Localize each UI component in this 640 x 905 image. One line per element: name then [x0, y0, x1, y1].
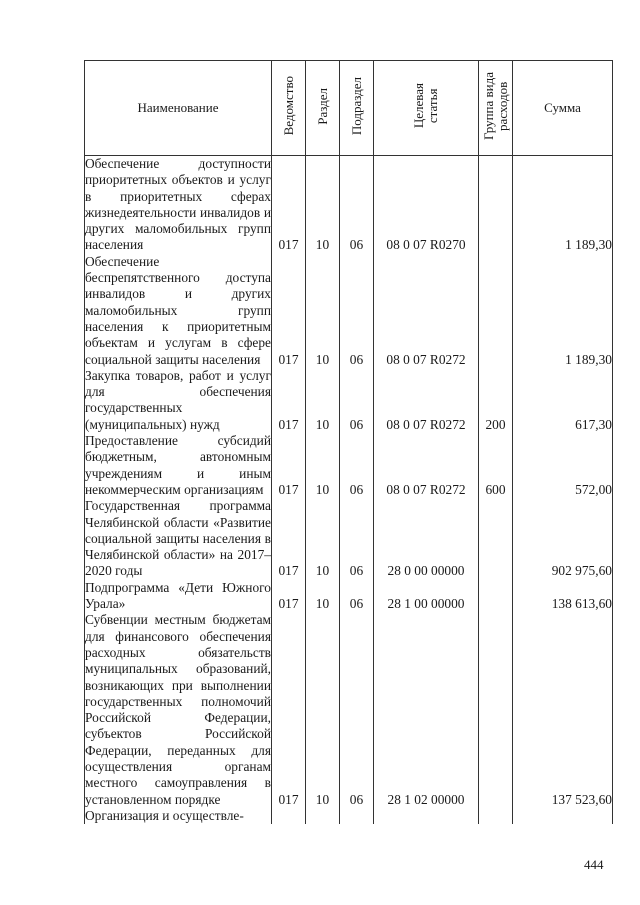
row-section: 10	[306, 433, 340, 498]
row-sum: 1 189,30	[513, 254, 613, 368]
row-name: Предоставление субсидий бюджетным, автономным учреждениям и иным некоммерческим организациям	[85, 433, 271, 497]
row-group	[479, 156, 513, 254]
row-subsection: 06	[340, 156, 374, 254]
row-section: 10	[306, 368, 340, 433]
table-header-row	[85, 61, 613, 156]
table-row	[85, 808, 613, 824]
header-name: Наименование	[85, 61, 272, 156]
row-sum: 617,30	[513, 368, 613, 433]
header-target: Целевая статья	[374, 61, 479, 156]
row-name: Обеспечение беспрепятственного доступа инвалидов и других маломобильных групп населения к приоритетным объектам и услугам в сфере социальной защиты населения	[85, 253, 271, 367]
table-row	[85, 368, 613, 433]
row-subsection: 06	[340, 498, 374, 579]
row-group	[479, 498, 513, 579]
budget-table	[84, 60, 613, 824]
row-dept	[272, 808, 306, 824]
row-subsection: 06	[340, 254, 374, 368]
row-dept: 017	[272, 498, 306, 579]
row-sum	[513, 808, 613, 824]
row-dept: 017	[272, 254, 306, 368]
page-number: 444	[584, 857, 604, 872]
row-name: Закупка товаров, работ и услуг для обеспечения государственных (муниципальных) нужд	[85, 367, 271, 432]
row-target: 08 0 07 R0272	[374, 368, 479, 433]
table-row	[85, 612, 613, 808]
row-group: 600	[479, 433, 513, 498]
row-subsection: 06	[340, 580, 374, 613]
row-subsection: 06	[340, 433, 374, 498]
row-section: 10	[306, 580, 340, 613]
table-row	[85, 254, 613, 368]
row-group	[479, 580, 513, 613]
table-row	[85, 498, 613, 579]
header-section: Раздел	[306, 61, 340, 156]
row-subsection: 06	[340, 368, 374, 433]
table-row	[85, 433, 613, 498]
row-target: 28 1 02 00000	[374, 612, 479, 808]
row-name: Подпрограмма «Дети Южного Урала»	[85, 579, 271, 612]
row-target: 08 0 07 R0270	[374, 156, 479, 254]
row-section: 10	[306, 612, 340, 808]
row-sum: 1 189,30	[513, 156, 613, 254]
row-dept: 017	[272, 368, 306, 433]
row-sum: 572,00	[513, 433, 613, 498]
row-section: 10	[306, 254, 340, 368]
header-dept: Ведомство	[272, 61, 306, 156]
row-name: Субвенции местным бюджетам для финансового обеспечения расходных обязательств муниципальных образований, возникающих при выполнении государственных полномочий Российской Федерации, субъектов Российской Федерации, переданных для осуществления органам местного самоуправления в установленном порядке	[85, 612, 271, 807]
row-dept: 017	[272, 580, 306, 613]
table-row	[85, 156, 613, 254]
header-subsection: Подраздел	[340, 61, 374, 156]
header-sum: Сумма	[513, 61, 613, 156]
table-row	[85, 580, 613, 613]
row-dept: 017	[272, 433, 306, 498]
row-subsection	[340, 808, 374, 824]
row-target: 08 0 07 R0272	[374, 433, 479, 498]
row-group	[479, 808, 513, 824]
row-group: 200	[479, 368, 513, 433]
row-group	[479, 254, 513, 368]
row-sum: 138 613,60	[513, 580, 613, 613]
header-group: Группа вида расходов	[479, 61, 513, 156]
row-name: Организация и осуществле-	[85, 808, 272, 824]
row-sum: 902 975,60	[513, 498, 613, 579]
row-target: 28 1 00 00000	[374, 580, 479, 613]
row-target: 28 0 00 00000	[374, 498, 479, 579]
row-section	[306, 808, 340, 824]
row-sum: 137 523,60	[513, 612, 613, 808]
row-section: 10	[306, 156, 340, 254]
row-target: 08 0 07 R0272	[374, 254, 479, 368]
row-name: Государственная программа Челябинской области «Развитие социальной защиты населения в Челябинской области» на 2017–2020 годы	[85, 498, 271, 579]
row-target	[374, 808, 479, 824]
row-dept: 017	[272, 156, 306, 254]
row-dept: 017	[272, 612, 306, 808]
row-subsection: 06	[340, 612, 374, 808]
row-section: 10	[306, 498, 340, 579]
row-name: Обеспечение доступности приоритетных объектов и услуг в приоритетных сферах жизнедеятельности инвалидов и других маломобильных групп населения	[85, 156, 271, 253]
row-group	[479, 612, 513, 808]
